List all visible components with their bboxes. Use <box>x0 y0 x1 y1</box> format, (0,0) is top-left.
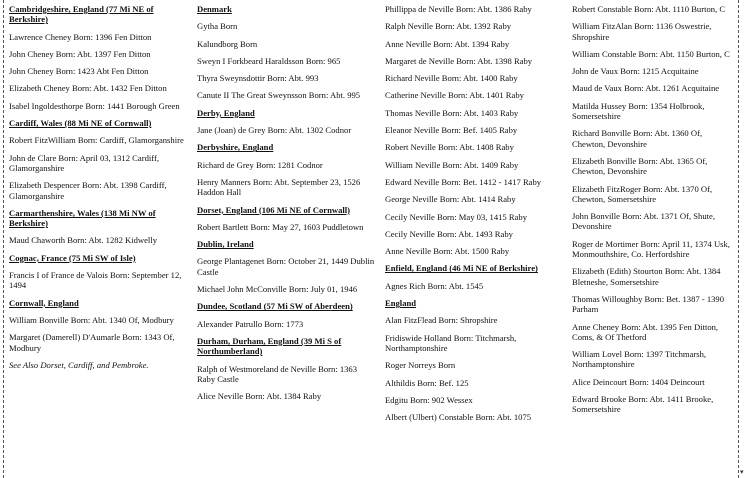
person-entry: Roger Norreys Born <box>385 360 456 371</box>
person-entry: Elizabeth Despencer Born: Abt. 1398 Cardiff, Glamorganshire <box>9 180 167 201</box>
place-heading[interactable]: Dundee, Scotland (57 Mi SW of Aberdeen) <box>197 301 353 312</box>
person-entry: Maud de Vaux Born: Abt. 1261 Acquitaine <box>572 83 720 94</box>
person-entry: John Cheney Born: Abt. 1397 Fen Ditton <box>9 48 151 59</box>
person-entry: Francis I of France de Valois Born: September 12, 1494 <box>9 270 182 291</box>
person-entry: Richard Bonville Born: Abt. 1360 Of, Chewton, Devonshire <box>572 128 703 149</box>
place-heading[interactable]: Carmarthenshire, Wales (138 Mi NW of Berkshire) <box>9 207 156 229</box>
person-entry: Alice Neville Born: Abt. 1384 Raby <box>197 391 322 402</box>
person-entry: Edward Brooke Born: Abt. 1411 Brooke, Somersetshire <box>572 394 714 415</box>
person-entry: Margaret (Damerell) D'Aumarle Born: 1343 Of, Modbury <box>9 332 175 353</box>
person-entry: Ralph Neville Born: Abt. 1392 Raby <box>385 21 512 32</box>
see-also-note: See Also Dorset, Cardiff, and Pembroke. <box>9 359 149 370</box>
person-entry: Maud Chaworth Born: Abt. 1282 Kidwelly <box>9 235 157 246</box>
person-entry: Albert (Ulbert) Constable Born: Abt. 1075 <box>385 412 532 423</box>
person-entry: Robert Constable Born: Abt. 1110 Burton, C <box>572 4 726 14</box>
person-entry: Robert Neville Born: Abt. 1408 Raby <box>385 142 514 153</box>
place-heading[interactable]: Cognac, France (75 Mi SW of Isle) <box>9 252 136 263</box>
place-heading[interactable]: Dorset, England (106 Mi NE of Cornwall) <box>197 204 351 215</box>
person-entry: Kalundborg Born <box>197 38 258 49</box>
person-entry: Richard de Grey Born: 1281 Codnor <box>197 159 323 170</box>
person-entry: William Neville Born: Abt. 1409 Raby <box>385 159 519 170</box>
person-entry: Anne Neville Born: Abt. 1394 Raby <box>385 38 510 49</box>
person-entry: Eleanor Neville Born: Bef. 1405 Raby <box>385 125 518 136</box>
person-entry: Edward Neville Born: Bet. 1412 - 1417 Raby <box>385 176 542 187</box>
person-entry: Lawrence Cheney Born: 1396 Fen Ditton <box>9 31 152 42</box>
place-heading[interactable]: Durham, Durham, England (39 Mi S of Northumberland) <box>197 335 342 357</box>
place-heading[interactable]: England <box>385 298 417 309</box>
place-heading[interactable]: Cardiff, Wales (88 Mi NE of Cornwall) <box>9 118 152 129</box>
person-entry: John Bonville Born: Abt. 1371 Of, Shute, Devonshire <box>572 211 715 232</box>
person-entry: Fridiswide Holland Born: Titchmarsh, Northamptonshire <box>385 332 517 353</box>
person-entry: Phillippa de Neville Born: Abt. 1386 Raby <box>385 4 532 14</box>
person-entry: George Plantagenet Born: October 21, 1449 Dublin Castle <box>197 256 375 277</box>
person-entry: Elizabeth Bonville Born: Abt. 1365 Of, Chewton, Devonshire <box>572 155 708 177</box>
person-entry: Robert Bartlett Born: May 27, 1603 Puddletown <box>197 221 364 232</box>
person-entry: Thomas Willoughby Born: Bet. 1387 - 1390 Parham <box>572 293 725 315</box>
person-entry: Thyra Sweynsdottir Born: Abt. 993 <box>197 73 319 84</box>
person-entry: Elizabeth (Edith) Stourton Born: Abt. 1384 Bletneshe, Somersetshire <box>572 266 721 287</box>
person-entry: Richard Neville Born: Abt. 1400 Raby <box>385 73 518 84</box>
person-entry: Robert FitzWilliam Born: Cardiff, Glamorganshire <box>9 135 184 146</box>
place-heading[interactable]: Cambridgeshire, England (77 Mi NE of Berkshire) <box>9 4 154 25</box>
person-entry: George Neville Born: Abt. 1414 Raby <box>385 194 516 205</box>
person-entry: Anne Cheney Born: Abt. 1395 Fen Ditton, Coms, & Of Thetford <box>572 321 719 342</box>
place-heading[interactable]: Derbyshire, England <box>197 142 274 153</box>
person-entry: Ralph of Westmoreland de Neville Born: 1363 Raby Castle <box>197 363 358 384</box>
person-entry: Gytha Born <box>197 21 238 32</box>
place-heading[interactable]: Enfield, England (46 Mi NE of Berkshire) <box>385 263 538 274</box>
person-entry: Edgitu Born: 902 Wessex <box>385 394 473 405</box>
person-entry: Margaret de Neville Born: Abt. 1398 Raby <box>385 55 533 66</box>
place-heading[interactable]: Dublin, Ireland <box>197 239 254 250</box>
person-entry: Thomas Neville Born: Abt. 1403 Raby <box>385 107 519 118</box>
person-entry: Canute II The Great Sweynsson Born: Abt. 995 <box>197 90 361 101</box>
person-entry: Henry Manners Born: Abt. September 23, 1526 Haddon Hall <box>197 176 361 198</box>
place-heading[interactable]: Denmark <box>197 4 232 14</box>
column-3 <box>385 4 565 429</box>
person-entry: Anne Neville Born: Abt. 1500 Raby <box>385 246 510 257</box>
place-heading[interactable]: Derby, England <box>197 107 255 118</box>
chevron-down-icon[interactable]: ▾ <box>740 468 744 476</box>
column-2 <box>197 4 377 408</box>
person-entry: Isabel Ingoldesthorpe Born: 1441 Borough Green <box>9 100 180 111</box>
person-entry: Cecily Neville Born: Abt. 1493 Raby <box>385 228 513 239</box>
person-entry: William Lovel Born: 1397 Titchmarsh, Northamptonshire <box>572 349 707 370</box>
left-dashed-rule <box>3 0 4 478</box>
person-entry: Elizabeth FitzRoger Born: Abt. 1370 Of, Chewton, Somersetshire <box>572 183 713 204</box>
person-entry: William FitzAlan Born: 1136 Oswestrie, Shropshire <box>572 21 712 42</box>
column-1 <box>9 4 189 377</box>
person-entry: Michael John McConville Born: July 01, 1946 <box>197 284 358 295</box>
person-entry: William Bonville Born: Abt. 1340 Of, Modbury <box>9 314 174 325</box>
person-entry: Cecily Neville Born: May 03, 1415 Raby <box>385 211 528 222</box>
person-entry: Roger de Mortimer Born: April 11, 1374 Usk, Monmouthshire, Co. Herfordshire <box>572 238 730 260</box>
column-4 <box>572 4 736 422</box>
person-entry: Matilda Hussey Born: 1354 Holbrook, Somersetshire <box>572 100 705 122</box>
person-entry: Agnes Rich Born: Abt. 1545 <box>385 280 484 291</box>
right-dashed-rule <box>738 0 739 478</box>
person-entry: John de Vaux Born: 1215 Acquitaine <box>572 66 699 77</box>
person-entry: Alexander Patrullo Born: 1773 <box>197 318 304 329</box>
person-entry: Catherine Neville Born: Abt. 1401 Raby <box>385 90 524 101</box>
person-entry: William Constable Born: Abt. 1150 Burton, C <box>572 48 730 59</box>
person-entry: Elizabeth Cheney Born: Abt. 1432 Fen Ditton <box>9 83 167 94</box>
person-entry: John de Clare Born: April 03, 1312 Cardiff, Glamorganshire <box>9 152 159 173</box>
person-entry: Althildis Born: Bef. 125 <box>385 377 469 388</box>
person-entry: Sweyn I Forkbeard Haraldsson Born: 965 <box>197 55 341 66</box>
person-entry: John Cheney Born: 1423 Abt Fen Ditton <box>9 66 149 77</box>
person-entry: Jane (Joan) de Grey Born: Abt. 1302 Codnor <box>197 125 352 136</box>
place-heading[interactable]: Cornwall, England <box>9 297 79 308</box>
person-entry: Alan FitzFlead Born: Shropshire <box>385 315 498 326</box>
person-entry: Alice Deincourt Born: 1404 Deincourt <box>572 376 705 387</box>
